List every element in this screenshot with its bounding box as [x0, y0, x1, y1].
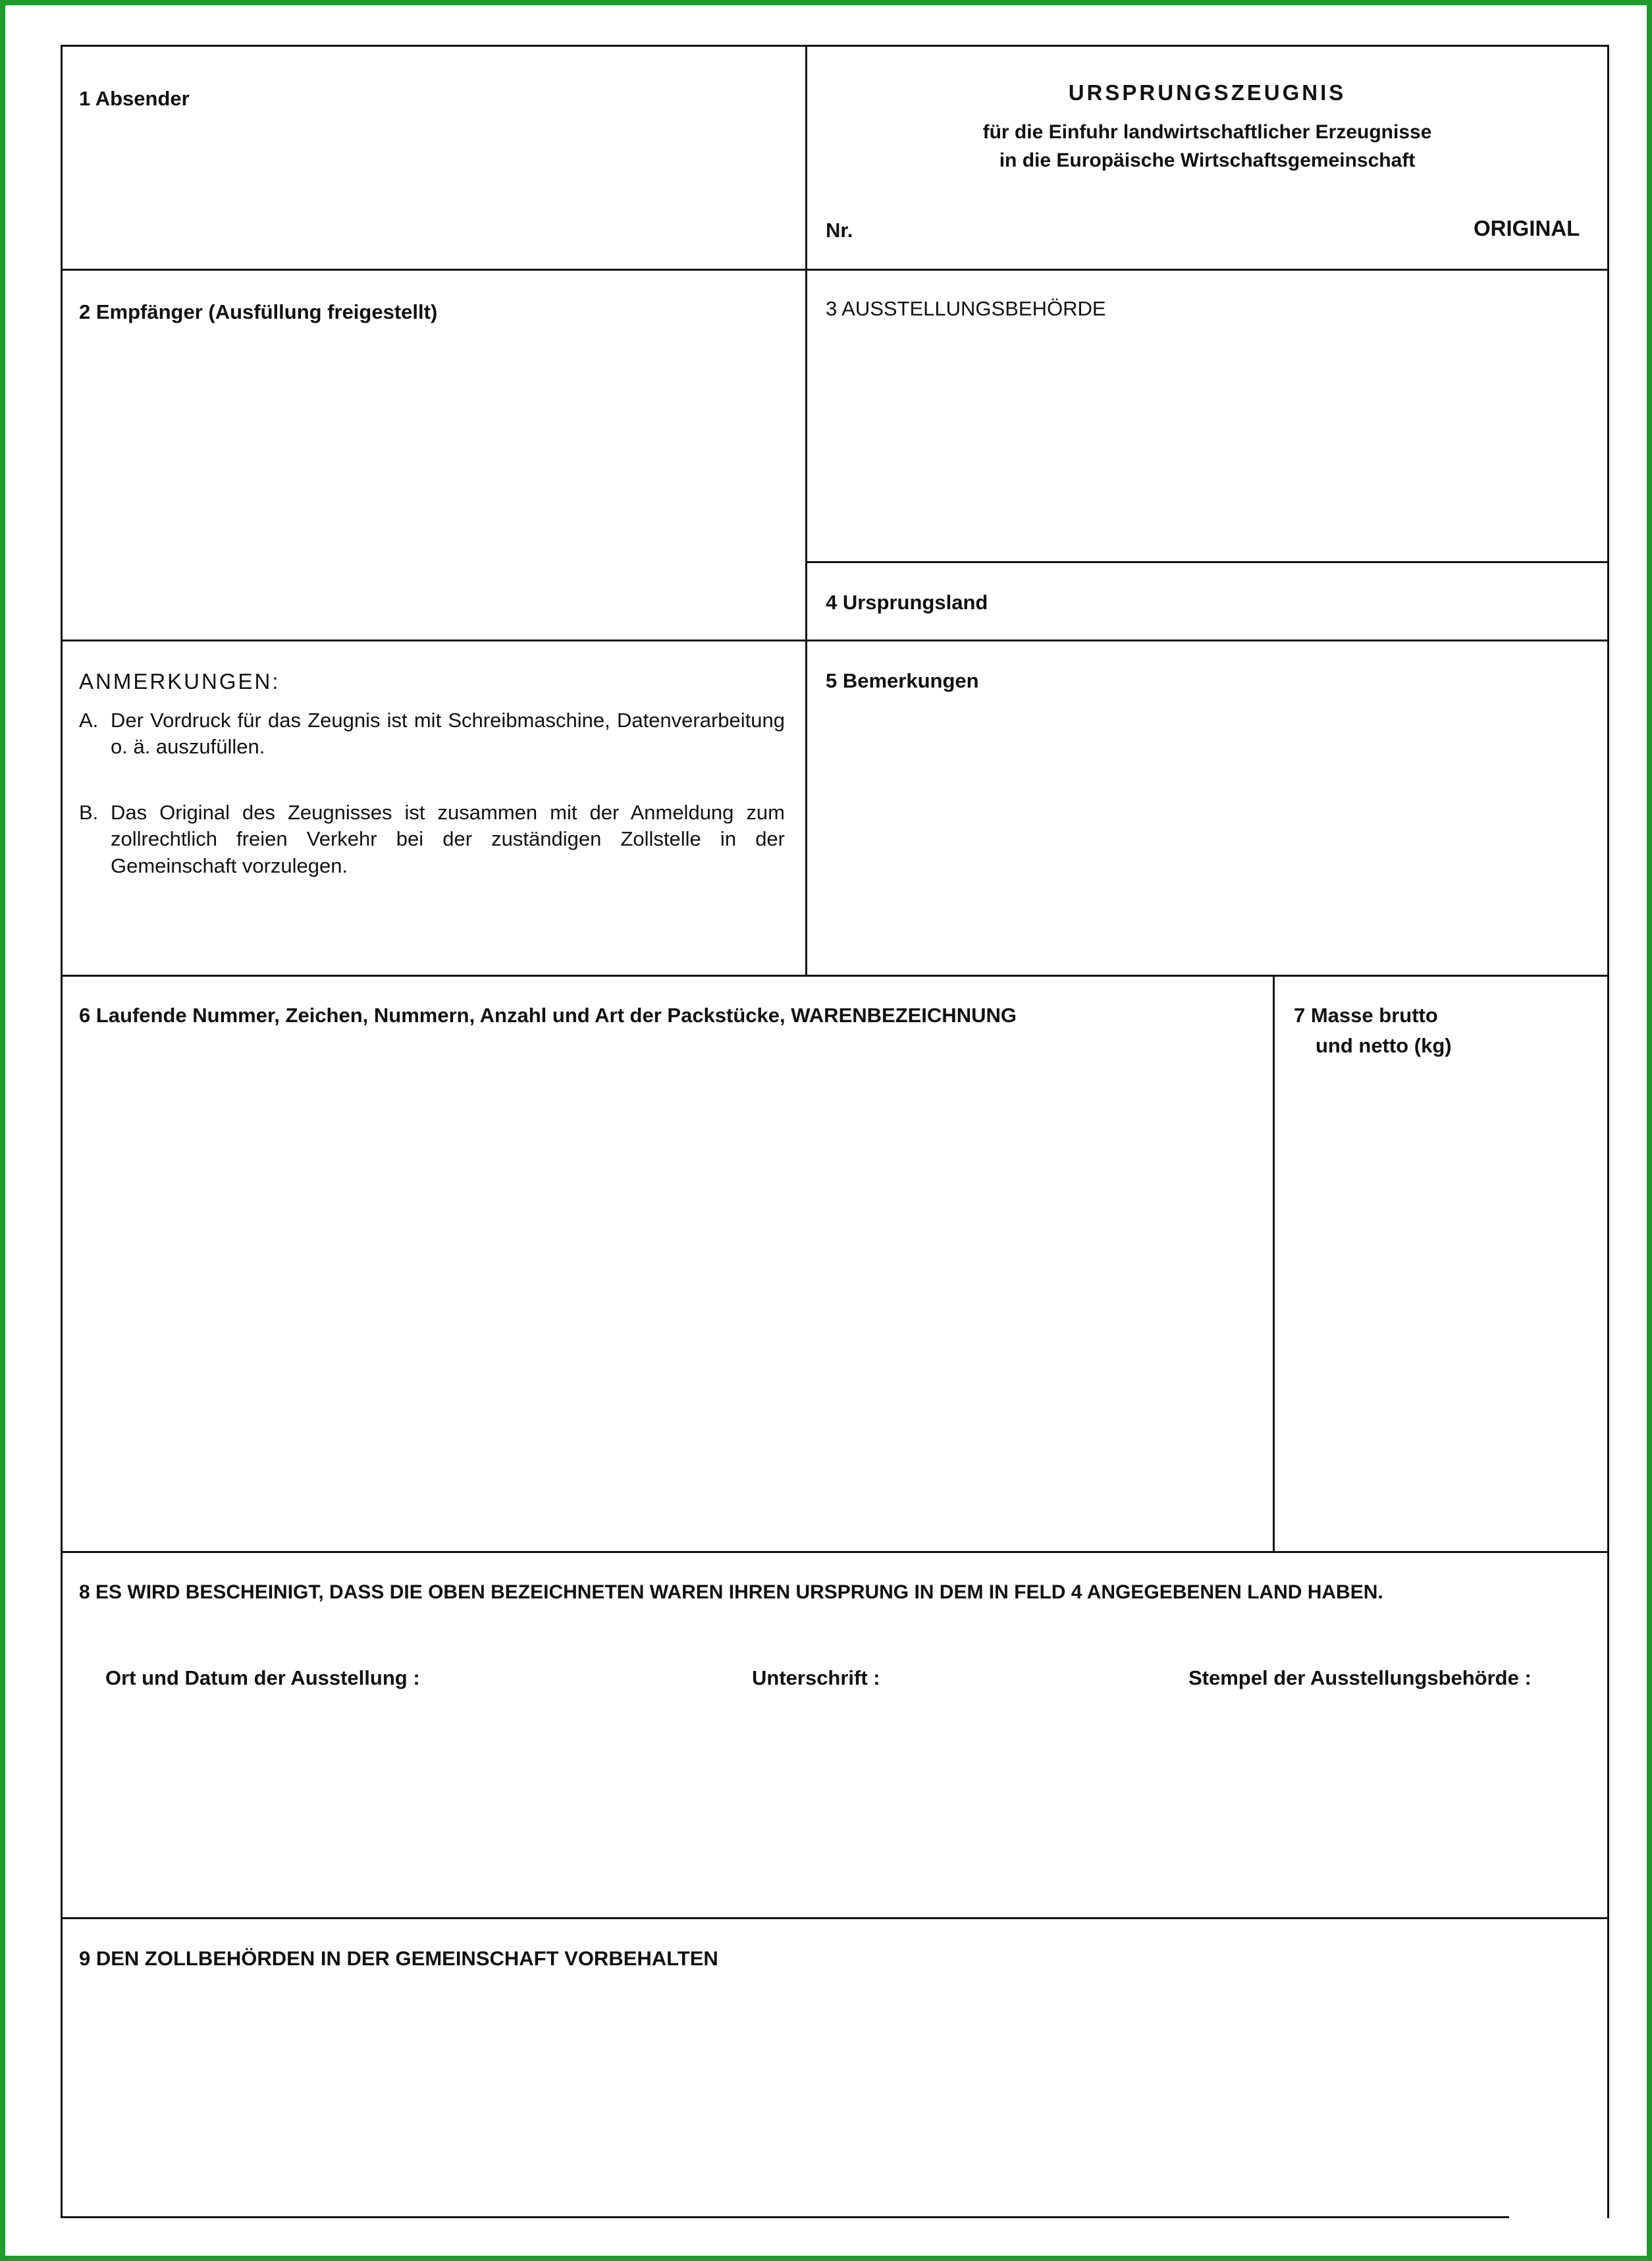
document-subtitle-line2: in die Europäische Wirtschaftsgemeinschaft — [999, 150, 1416, 171]
frame-left-line — [61, 45, 63, 2218]
document-subtitle-line1: für die Einfuhr landwirtschaftlicher Erzeugnisse — [982, 121, 1432, 143]
field-7-label-line2: und netto (kg) — [1316, 1034, 1452, 1057]
field-9-label: 9 DEN ZOLLBEHÖRDEN IN DER GEMEINSCHAFT VORBEHALTEN — [79, 1947, 718, 1970]
note-b-text: Das Original des Zeugnisses ist zusammen mit der Anmeldung zum zollrechtlich freien Verkehr bei der zuständigen Zollstelle in der Gemeinschaft vorzulegen. — [111, 801, 785, 877]
notes-heading: ANMERKUNGEN: — [79, 669, 280, 694]
field-2-label: 2 Empfänger (Ausfüllung freigestellt) — [79, 300, 438, 323]
frame-bottom-line — [61, 2216, 1509, 2218]
divider-row3 — [61, 975, 1609, 977]
note-a-text: Der Vordruck für das Zeugnis ist mit Schreibmaschine, Datenverarbeitung o. ä. auszufüllen. — [111, 709, 785, 759]
divider-row5 — [61, 1917, 1609, 1919]
field-1-label: 1 Absender — [79, 87, 190, 110]
field-7-label-line1: 7 Masse brutto — [1294, 1004, 1438, 1027]
stamp-label: Stempel der Ausstellungsbehörde : — [1188, 1666, 1532, 1689]
divider-vertical-box7 — [1273, 975, 1275, 1552]
field-4-label: 4 Ursprungsland — [826, 591, 988, 614]
note-a-marker: A. — [79, 709, 99, 732]
divider-row1 — [61, 269, 1609, 271]
field-6-label: 6 Laufende Nummer, Zeichen, Nummern, Anzahl und Art der Packstücke, WARENBEZEICHNUNG — [79, 1004, 1017, 1027]
frame-right-line — [1607, 45, 1609, 2218]
signature-label: Unterschrift : — [752, 1666, 880, 1689]
divider-box3-box4 — [805, 561, 1609, 563]
divider-row4 — [61, 1551, 1609, 1553]
field-8-label: 8 ES WIRD BESCHEINIGT, DASS DIE OBEN BEZEICHNETEN WAREN IHREN URSPRUNG IN DEM IN FELD 4 ANGEGEBENEN LAND HABEN. — [79, 1581, 1383, 1603]
number-label: Nr. — [826, 219, 853, 242]
note-b-marker: B. — [79, 801, 99, 824]
divider-row2 — [61, 640, 1609, 641]
divider-vertical-upper — [805, 45, 807, 975]
field-5-label: 5 Bemerkungen — [826, 669, 979, 692]
note-b — [79, 800, 785, 879]
place-date-label: Ort und Datum der Ausstellung : — [105, 1666, 420, 1689]
original-label: ORIGINAL — [1474, 216, 1580, 240]
note-a — [79, 707, 785, 761]
frame-top-line — [61, 45, 1609, 47]
field-3-label: 3 AUSSTELLUNGSBEHÖRDE — [826, 297, 1106, 320]
document-title: URSPRUNGSZEUGNIS — [1068, 80, 1346, 105]
